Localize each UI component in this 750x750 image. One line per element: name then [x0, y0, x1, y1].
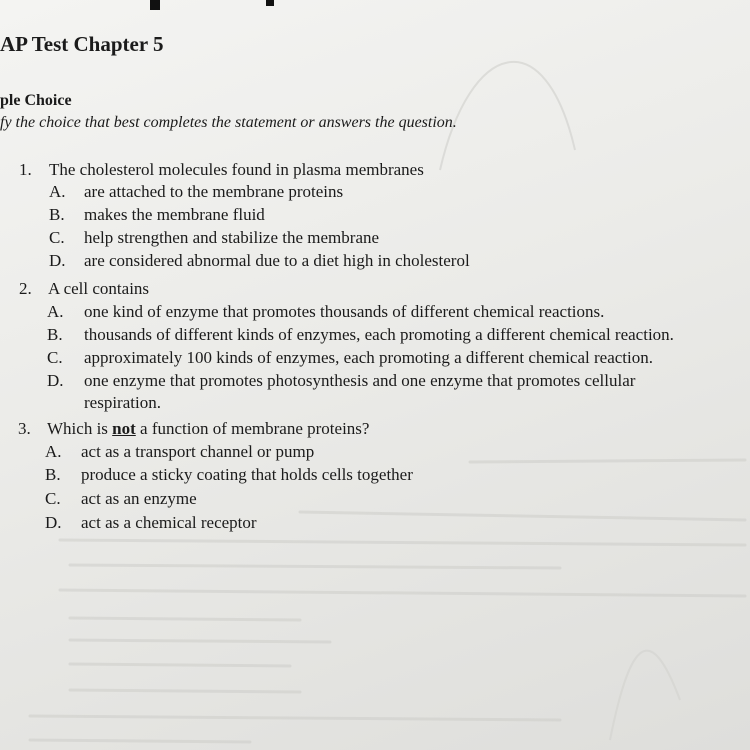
option-letter: D. — [45, 513, 62, 532]
stem-text: Which is — [47, 419, 113, 438]
option-letter: C. — [45, 489, 61, 508]
option-letter: D. — [47, 371, 64, 390]
section-title: ple Choice — [0, 92, 72, 109]
question-stem: A cell contains — [48, 279, 150, 298]
option-text: produce a sticky coating that holds cells together — [81, 465, 413, 484]
option-letter: A. — [49, 182, 66, 201]
option-letter: B. — [47, 325, 63, 344]
option-text: are attached to the membrane proteins — [84, 182, 344, 201]
option-text-continued: respiration. — [84, 393, 161, 412]
instructions: fy the choice that best completes the statement or answers the question. — [0, 114, 457, 131]
option-text: thousands of different kinds of enzymes, each promoting a different chemical reaction. — [84, 325, 674, 344]
document-title: AP Test Chapter 5 — [0, 32, 164, 56]
option-text: makes the membrane fluid — [84, 205, 265, 224]
option-text: one enzyme that promotes photosynthesis and one enzyme that promotes cellular — [84, 371, 636, 390]
option-text: help strengthen and stabilize the membrane — [84, 228, 380, 247]
header-graphic-fragment — [266, 0, 274, 6]
question-number: 1. — [19, 160, 32, 179]
option-letter: C. — [47, 348, 63, 367]
option-letter: B. — [49, 205, 65, 224]
option-letter: D. — [49, 251, 66, 270]
option-letter: A. — [45, 442, 62, 461]
option-letter: B. — [45, 465, 61, 484]
stem-emphasis: not — [112, 419, 136, 438]
option-text: one kind of enzyme that promotes thousands of different chemical reactions. — [84, 302, 605, 321]
question-stem: The cholesterol molecules found in plasma membranes — [49, 160, 424, 179]
option-text: act as an enzyme — [81, 489, 197, 508]
question-stem — [47, 419, 369, 439]
stem-text: a function of membrane proteins? — [135, 419, 370, 438]
option-text: approximately 100 kinds of enzymes, each promoting a different chemical reaction. — [84, 348, 653, 367]
option-letter: A. — [47, 302, 64, 321]
header-graphic-fragment — [150, 0, 160, 10]
option-text: are considered abnormal due to a diet high in cholesterol — [84, 251, 470, 270]
option-text: act as a chemical receptor — [81, 513, 257, 532]
question-number: 3. — [18, 419, 31, 438]
question-number: 2. — [19, 279, 32, 298]
option-letter: C. — [49, 228, 65, 247]
option-text: act as a transport channel or pump — [81, 442, 315, 461]
